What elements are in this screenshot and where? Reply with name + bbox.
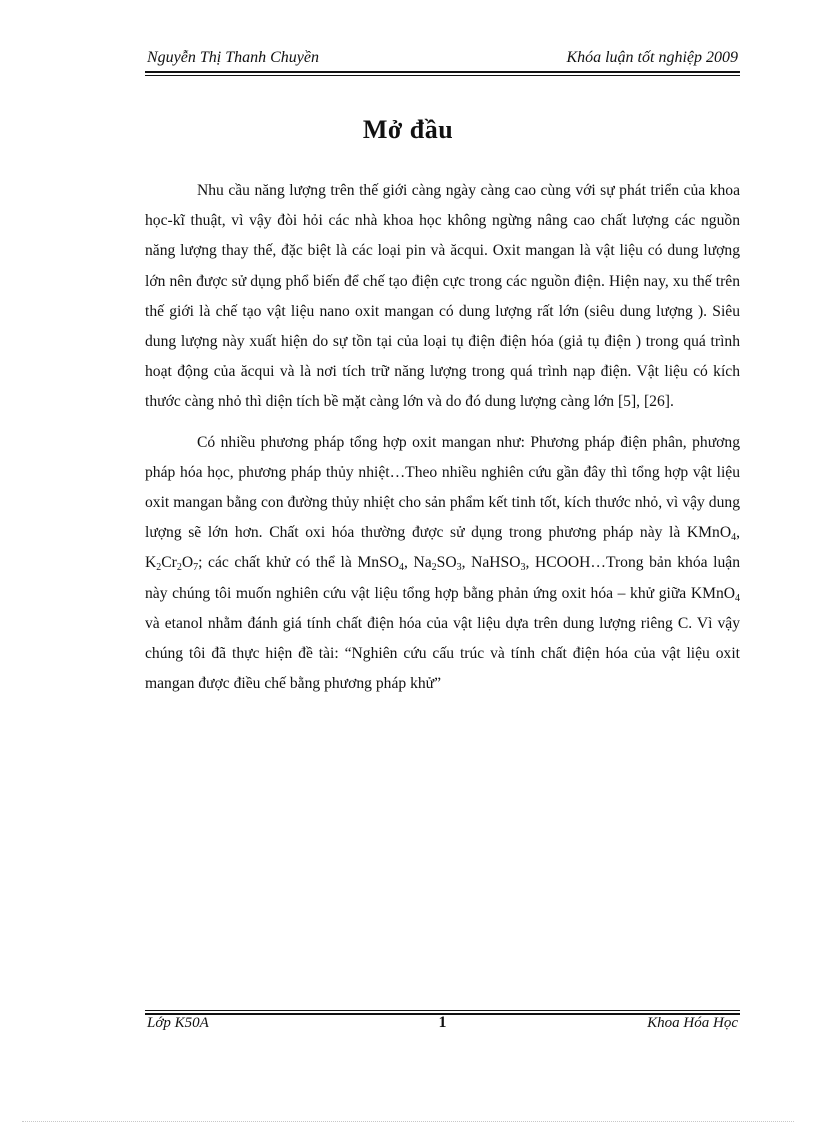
header-author: Nguyễn Thị Thanh Chuyền <box>147 49 319 66</box>
formula-na2so3: $Na_2SO_3$ <box>413 554 462 574</box>
page-number: 1 <box>438 1014 447 1031</box>
paragraph-methods: Có nhiều phương pháp tổng hợp oxit mangan như: Phương pháp điện phân, phương pháp hóa học, phương pháp thủy nhiệt…Theo nhiều nghiên cứu gần đây thì tổng hợp vật liệu oxit mangan bằng con đường thủy nhiệt cho sản phẩm kết tinh tốt, kích thước nhỏ, vì vậy dung lượng sẽ lớn hơn. Chất oxi hóa thường được sử dụng trong phương pháp này là KMnO$_4$, $K_2Cr_2O_7$; các chất khử có thể là MnSO$_4$, $Na_2SO_3$, NaHSO$_3$, HCOOH…Trong bản khóa luận này chúng tôi muốn nghiên cứu vật liệu tổng hợp bằng phản ứng oxit hóa – khử giữa KMnO$_4$ và etanol nhằm đánh giá tính chất điện hóa của vật liệu dựa trên dung lượng riêng C. Vì vậy chúng tôi đã thực hiện đề tài: “Nghiên cứu cấu trúc và tính chất điện hóa của vật liệu oxit mangan được điều chế bằng phương pháp khử” <box>145 433 740 693</box>
formula-nahso3: NaHSO$_3$ <box>471 554 526 574</box>
page-edge <box>22 1121 794 1122</box>
footer-class: Lớp K50A <box>147 1015 209 1031</box>
header-thesis-title: Khóa luận tốt nghiệp 2009 <box>566 49 738 66</box>
page-footer <box>145 1014 740 1036</box>
paragraph-introduction: Nhu cầu năng lượng trên thế giới càng ngày càng cao cùng với sự phát triển của khoa học-kĩ thuật, vì vậy đòi hỏi các nhà khoa học không ngừng nâng cao chất lượng các nguồn năng lượng thay thế, đặc biệt là các loại pin và ăcqui. Oxit mangan là vật liệu có dung lượng lớn nên được sử dụng phổ biến để chế tạo điện cực trong các nguồn điện. Hiện nay, xu thế trên thế giới là chế tạo vật liệu nano oxit mangan có dung lượng rất lớn (siêu dung lượng ). Siêu dung lượng này xuất hiện do sự tồn tại của loại tụ điện điện hóa (giả tụ điện ) trong quá trình hoạt động của ăcqui và là nơi tích trữ năng lượng trong quá trình nạp điện. Vật liệu có kích thước càng nhỏ thì diện tích bề mặt càng lớn và do đó dung lượng càng lớn [5], [26]. <box>145 182 740 411</box>
formula-kmno4: KMnO$_4$ <box>686 524 737 544</box>
header-rule-thin <box>145 75 740 76</box>
header-rule <box>145 71 740 73</box>
body-text <box>145 176 740 699</box>
footer-rule-thin <box>145 1010 740 1011</box>
page-header <box>145 47 740 71</box>
formula-kmno4: KMnO$_4$ <box>690 584 740 604</box>
formula-mnso4: MnSO$_4$ <box>357 554 404 574</box>
formula-k2cr2o7: $K_2Cr_2O_7$ <box>145 554 199 574</box>
page-title: Mở đầu <box>362 115 454 144</box>
footer-faculty: Khoa Hóa Học <box>647 1015 738 1031</box>
